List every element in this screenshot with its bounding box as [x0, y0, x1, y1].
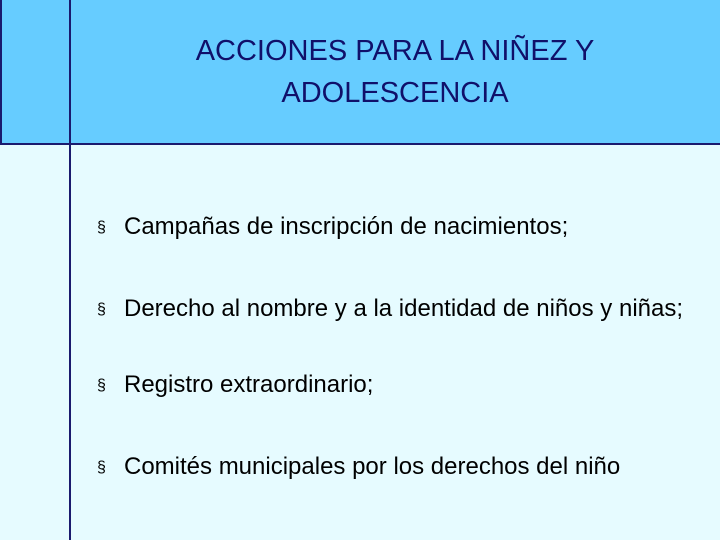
bullet-marker-icon: § [97, 377, 106, 394]
slide-title: ACCIONES PARA LA NIÑEZ Y ADOLESCENCIA [195, 35, 595, 109]
bullet-text: Campañas de inscripción de nacimientos; [124, 213, 569, 240]
bullet-item [96, 294, 706, 324]
bullet-marker-icon: § [97, 219, 106, 236]
bullet-marker-icon: § [97, 459, 106, 476]
bullet-item [96, 370, 706, 400]
bullet-text: Registro extraordinario; [124, 371, 374, 398]
bullet-item [96, 212, 706, 242]
vertical-divider [69, 0, 71, 540]
bullet-marker-icon: § [97, 301, 106, 318]
left-edge-rule [0, 0, 2, 145]
bullet-text: Derecho al nombre y a la identidad de niños y niñas; [124, 295, 684, 322]
bullet-text: Comités municipales por los derechos del niño [124, 453, 621, 480]
bullet-item [96, 452, 706, 482]
bullet-list [96, 212, 706, 534]
